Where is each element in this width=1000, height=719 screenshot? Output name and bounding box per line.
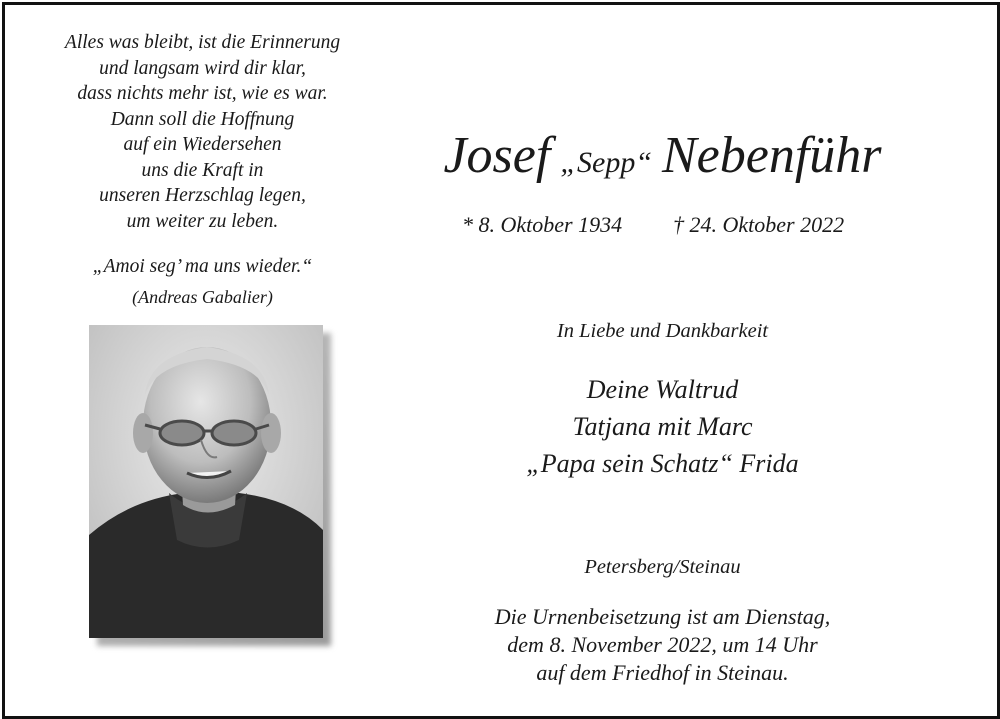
poem-line: Alles was bleibt, ist die Erinnerung xyxy=(64,32,341,53)
mourner-name: „Papa sein Schatz“ Frida xyxy=(526,449,799,478)
poem-line: um weiter zu leben. xyxy=(126,210,279,232)
portrait-photo-frame xyxy=(89,325,323,638)
poem-line: dass nichts mehr ist, wie es war. xyxy=(77,83,328,104)
portrait-photo xyxy=(89,325,323,638)
poem-line: unseren Herzschlag legen, xyxy=(99,185,306,206)
mourners-list xyxy=(380,371,945,482)
death-date: † 24. Oktober 2022 xyxy=(673,212,845,237)
last-name: Nebenführ xyxy=(662,127,882,184)
poem-line: und langsam wird dir klar, xyxy=(99,57,306,79)
deceased-name xyxy=(380,126,945,185)
mourner-name: Deine Waltrud xyxy=(586,375,739,404)
funeral-line: Die Urnenbeisetzung ist am Dienstag, xyxy=(494,604,831,629)
mourner-name: Tatjana mit Marc xyxy=(572,412,753,441)
poem xyxy=(30,30,375,234)
quote-text: „Amoi seg’ ma uns wieder.“ xyxy=(92,256,313,277)
quote-author: (Andreas Gabalier) xyxy=(132,287,273,307)
poem-line: auf ein Wiedersehen xyxy=(123,134,282,155)
birth-date: * 8. Oktober 1934 xyxy=(462,212,623,237)
quote xyxy=(30,253,375,311)
mourning-intro: In Liebe und Dankbarkeit xyxy=(556,320,769,342)
first-name: Josef xyxy=(443,127,551,184)
funeral-line: dem 8. November 2022, um 14 Uhr xyxy=(507,632,818,657)
nickname: „Sepp“ xyxy=(560,146,652,179)
place: Petersberg/Steinau xyxy=(584,556,741,578)
funeral-info xyxy=(380,603,945,687)
poem-line: Dann soll die Hoffnung xyxy=(110,108,295,130)
funeral-line: auf dem Friedhof in Steinau. xyxy=(536,660,789,685)
poem-line: uns die Kraft in xyxy=(141,159,264,181)
